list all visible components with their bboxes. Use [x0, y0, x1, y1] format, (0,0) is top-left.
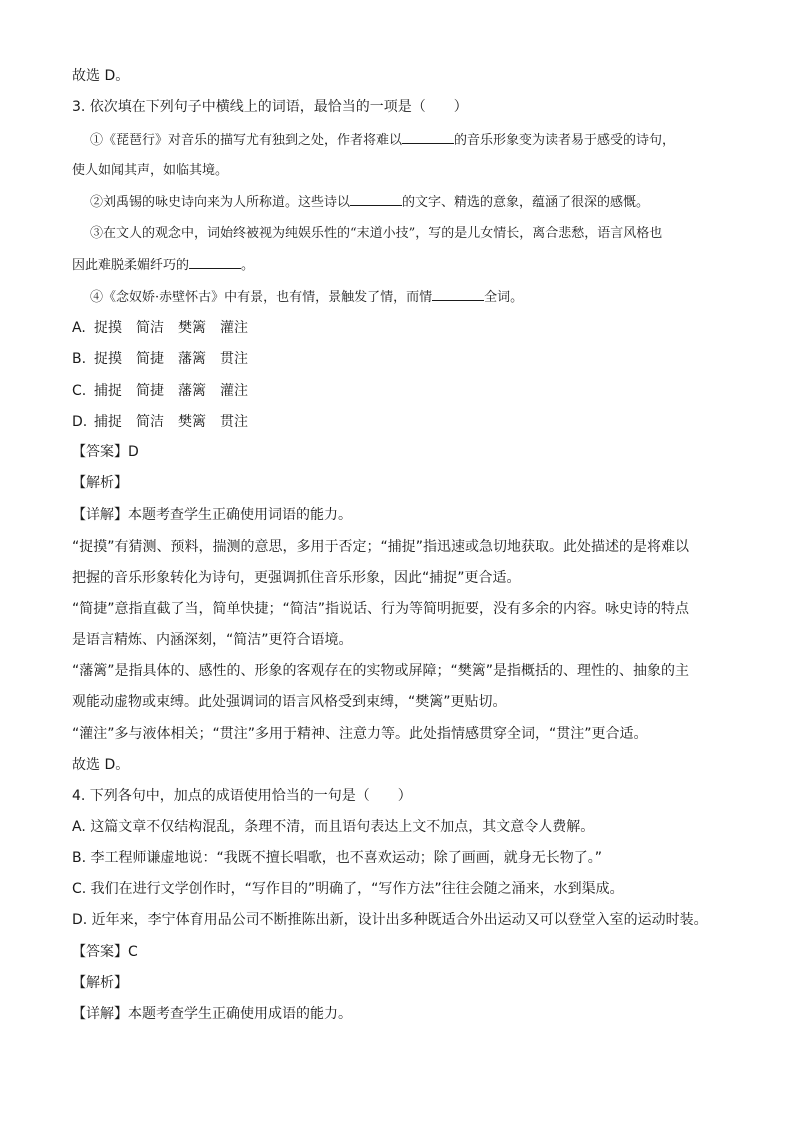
explanation-2a: “简捷”意指直截了当，简单快捷；“简洁”指说话、行为等简明扼要，没有多余的内容。咏史诗的特点 — [72, 601, 690, 617]
explanation-4: “灌注”多与液体相关；“贯注”多用于精神、注意力等。此处指情感贯穿全词，“贯注”更合适。 — [72, 726, 648, 742]
conclusion-line-2: 故选 D。 — [72, 757, 130, 773]
fill-blank-3 — [189, 255, 241, 269]
option-d: D. 捕捉 简洁 樊篱 贯注 — [72, 414, 248, 430]
explanation-1b: 把握的音乐形象转化为诗句，更强调抓住音乐形象，因此“捕捉”更合适。 — [72, 570, 521, 586]
explanation-2b: 是语言精炼、内涵深刻，“简洁”更符合语境。 — [72, 632, 353, 648]
q4-option-d: D. 近年来，李宁体育用品公司不断推陈出新，设计出多种既适合外出运动又可以登堂入室的运动时装。 — [72, 912, 708, 928]
option-c: C. 捕捉 简捷 藩篱 灌注 — [72, 383, 248, 399]
option-a: A. 捉摸 简洁 樊篱 灌注 — [72, 320, 248, 336]
answer-value: C — [128, 944, 138, 960]
answer-line-2 — [72, 942, 138, 962]
sentence-3: ③在文人的观念中，词始终被视为纯娱乐性的“末道小技”，写的是儿女情长，离合悲愁，语言风格也 — [90, 226, 663, 241]
analysis-tag-2: 【解析】 — [72, 975, 128, 991]
conclusion-line: 故选 D。 — [72, 68, 130, 84]
answer-line-1 — [72, 442, 139, 462]
answer-value: D — [128, 444, 139, 460]
fill-blank-1 — [402, 130, 454, 144]
q4-option-c: C. 我们在进行文学创作时，“写作目的”明确了，“写作方法”往往会随之涌来，水到渠成。 — [72, 881, 624, 897]
explanation-3b: 观能动虚物或束缚。此处强调词的语言风格受到束缚，“樊篱”更贴切。 — [72, 694, 507, 710]
sentence-1-cont: 使人如闻其声，如临其境。 — [72, 163, 229, 178]
detail-line-2: 【详解】本题考查学生正确使用成语的能力。 — [72, 1006, 352, 1022]
explanation-3a: “藩篱”是指具体的、感性的、形象的客观存在的实物或屏障；“樊篱”是指概括的、理性的、抽象的主 — [72, 663, 690, 679]
sentence-4: ④《念奴娇·赤壁怀古》中有景，也有情，景触发了情，而情 全词。 — [90, 287, 523, 308]
q4-option-b: B. 李工程师谦虚地说：“我既不擅长唱歌，也不喜欢运动；除了画画，就身无长物了。” — [72, 850, 603, 866]
fill-blank-2 — [350, 192, 402, 206]
option-b: B. 捉摸 简捷 藩篱 贯注 — [72, 351, 248, 367]
answer-tag: 【答案】 — [72, 944, 128, 960]
analysis-tag-1: 【解析】 — [72, 475, 128, 491]
question-3-stem: 3. 依次填在下列句子中横线上的词语，最恰当的一项是（ ） — [72, 99, 468, 115]
detail-line-1: 【详解】本题考查学生正确使用词语的能力。 — [72, 507, 352, 523]
question-4-stem: 4. 下列各句中，加点的成语使用恰当的一句是（ ） — [72, 788, 412, 804]
sentence-3-cont: 因此难脱柔媚纤巧的 。 — [72, 255, 254, 276]
answer-tag: 【答案】 — [72, 444, 128, 460]
sentence-1: ①《琵琶行》对音乐的描写尤有独到之处，作者将难以 的音乐形象变为读者易于感受的诗句， — [90, 130, 675, 151]
q4-option-a: A. 这篇文章不仅结构混乱，条理不清，而且语句表达上文不加点，其文意令人费解。 — [72, 819, 595, 835]
sentence-2: ②刘禹锡的咏史诗向来为人所称道。这些诗以 的文字、精选的意象，蕴涵了很深的感慨。 — [90, 192, 649, 213]
explanation-1a: “捉摸”有猜测、预料，揣测的意思，多用于否定；“捕捉”指迅速或急切地获取。此处描述的是将难以 — [72, 539, 690, 555]
fill-blank-4 — [432, 287, 484, 301]
